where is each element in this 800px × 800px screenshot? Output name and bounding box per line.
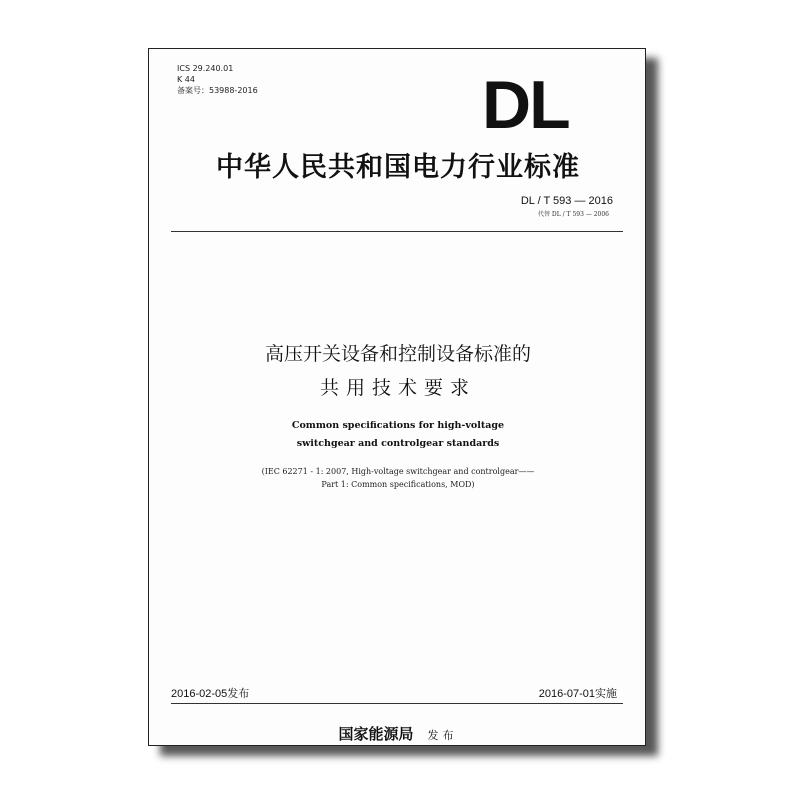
bottom-divider [171, 703, 623, 704]
iec-reference-line1: (IEC 62271 - 1: 2007, High-voltage switchgear and controlgear—— [261, 467, 535, 476]
document-cover [148, 48, 646, 746]
standard-number: DL / T 593 — 2016 [520, 195, 613, 207]
document-title-line1: 高压开关设备和控制设备标准的 [264, 343, 531, 365]
implementation-date: 2016-07-01实施 [538, 688, 617, 700]
publisher-label: 发布 [427, 729, 458, 742]
classification-block [177, 63, 258, 96]
ics-code: ICS 29.240.01 [177, 64, 234, 73]
k-code: K 44 [177, 75, 195, 84]
iec-reference [149, 465, 647, 491]
english-title [149, 417, 647, 453]
standard-title: 中华人民共和国电力行业标准 [216, 152, 580, 183]
replaces-note: 代替 DL / T 593 — 2006 [538, 211, 609, 218]
english-title-line2: switchgear and controlgear standards [296, 438, 500, 449]
publisher [149, 723, 647, 744]
publisher-name: 国家能源局 [338, 725, 414, 743]
dl-logo: DL [482, 67, 569, 143]
record-number: 备案号：53988-2016 [177, 86, 258, 95]
top-divider [171, 231, 623, 232]
issue-date: 2016-02-05发布 [171, 688, 250, 700]
iec-reference-line2: Part 1: Common specifications, MOD) [321, 480, 475, 489]
document-title-line2: 共用技术要求 [319, 377, 476, 399]
english-title-line1: Common specifications for high-voltage [291, 420, 505, 431]
